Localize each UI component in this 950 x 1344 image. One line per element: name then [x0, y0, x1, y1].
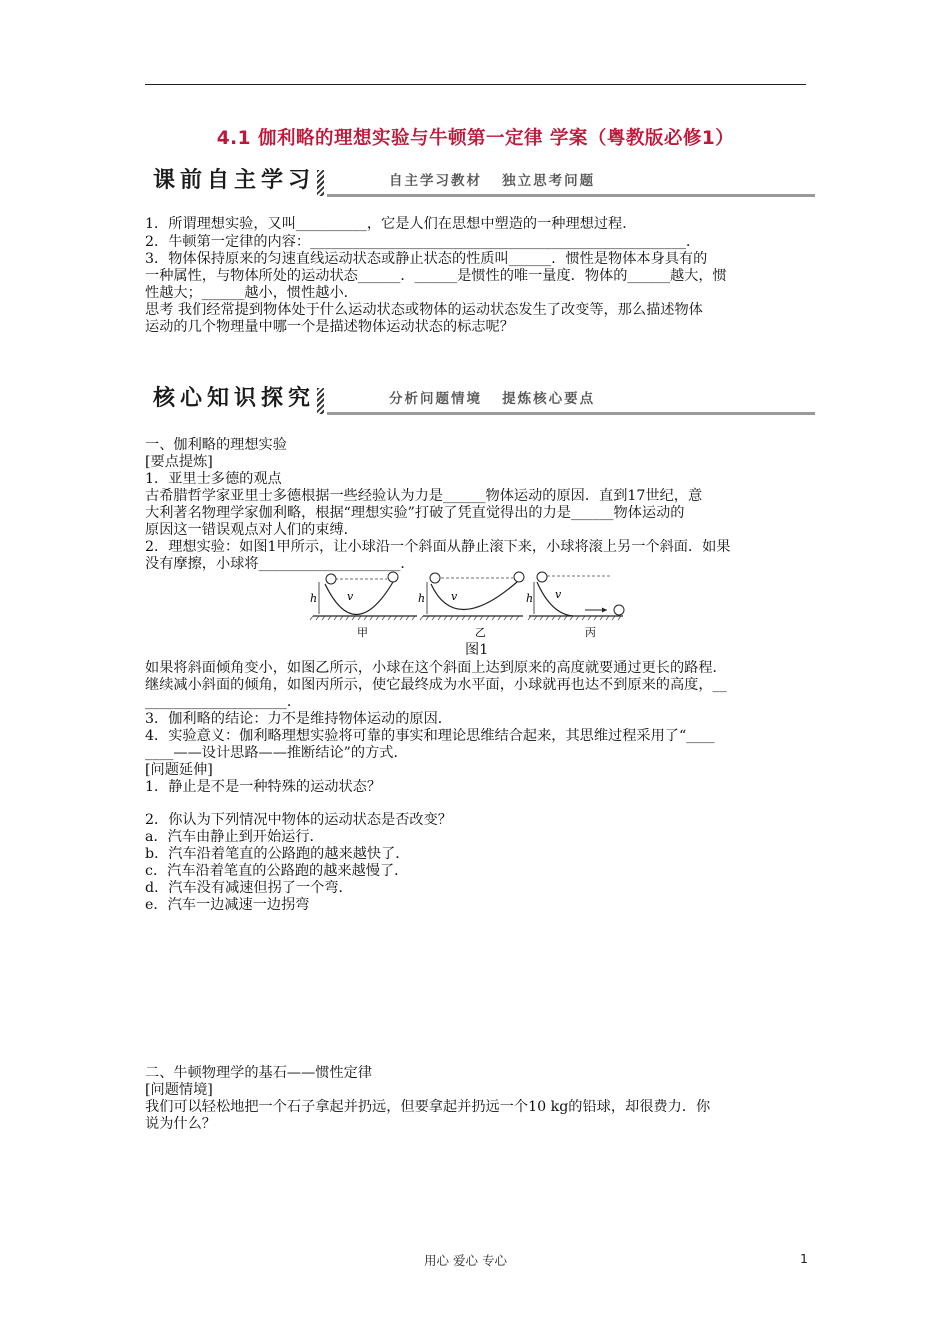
- list-item: c．汽车沿着笔直的公路跑的越来越慢了．: [145, 863, 409, 879]
- figure-1-inclines: [305, 570, 625, 642]
- banner-subtitle: 自主学习教材 独立思考问题: [389, 173, 596, 189]
- list-item: d．汽车没有减速但拐了一个弯．: [145, 880, 353, 896]
- panel-label-bing: 丙: [585, 626, 596, 639]
- text-line: 4．实验意义：伽利略理想实验将可靠的事实和理论思维结合起来，其思维过程采用了“____: [145, 728, 715, 744]
- banner-pre-study: [145, 166, 815, 200]
- text-line: 运动的几个物理量中哪一个是描述物体运动状态的标志呢？: [145, 319, 514, 335]
- panel-label-yi: 乙: [475, 626, 486, 639]
- list-item: b．汽车沿着笔直的公路跑的越来越快了．: [145, 846, 410, 862]
- panel-label-jia: 甲: [357, 626, 368, 639]
- velocity-label: v: [451, 590, 458, 603]
- text-line: 1．所谓理想实验，又叫__________，它是人们在思想中塑造的一种理想过程．: [145, 216, 637, 232]
- banner-title: 课前自主学习: [153, 168, 316, 193]
- banner-title: 核心知识探究: [153, 386, 316, 411]
- banner-rule: [327, 194, 815, 197]
- list-item: a．汽车由静止到开始运行．: [145, 829, 324, 845]
- text-line: 1．静止是不是一种特殊的运动状态？: [145, 779, 382, 795]
- text-line: 1．亚里士多德的观点: [145, 471, 282, 487]
- text-line: 2．理想实验：如图1甲所示，让小球沿一个斜面从静止滚下来，小球将滚上另一个斜面．如果: [145, 539, 731, 555]
- height-label: h: [418, 592, 426, 605]
- header-rule: [145, 84, 806, 85]
- text-line: 性越大；______越小，惯性越小．: [145, 285, 358, 301]
- velocity-label: v: [347, 590, 354, 603]
- text-line: 说为什么？: [145, 1116, 216, 1132]
- list-item: e．汽车一边减速一边拐弯: [145, 897, 310, 913]
- text-line: 2．牛顿第一定律的内容：_____________________________________________________．: [145, 234, 701, 250]
- banner-stripe: [317, 170, 324, 196]
- banner-stripe: [317, 388, 324, 414]
- text-line: 如果将斜面倾角变小，如图乙所示，小球在这个斜面上达到原来的高度就要通过更长的路程．: [145, 660, 727, 676]
- text-line: 没有摩擦，小球将____________________．: [145, 556, 415, 572]
- text-line: 3．物体保持原来的匀速直线运动状态或静止状态的性质叫______．惯性是物体本身具有的: [145, 251, 708, 267]
- text-line: 原因这一错误观点对人们的束缚．: [145, 522, 358, 538]
- section-heading: 一、伽利略的理想实验: [145, 437, 287, 453]
- text-line: 2．你认为下列情况中物体的运动状态是否改变？: [145, 812, 452, 828]
- text-line: [问题情境]: [145, 1082, 213, 1098]
- text-line: 3．伽利略的结论：力不是维持物体运动的原因．: [145, 711, 452, 727]
- banner-subtitle: 分析问题情境 提炼核心要点: [389, 391, 596, 407]
- figure-caption: 图1: [465, 642, 489, 658]
- text-line: 我们可以轻松地把一个石子拿起并扔远，但要拿起并扔远一个10 kg的铅球，却很费力．你: [145, 1099, 711, 1115]
- banner-rule: [327, 412, 815, 415]
- text-line: 继续减小斜面的倾角，如图丙所示，使它最终成为水平面，小球就再也达不到原来的高度，__: [145, 677, 727, 693]
- panel-bing: [526, 572, 624, 639]
- velocity-label: v: [555, 588, 562, 601]
- text-line: 大利著名物理学家伽利略，根据“理想实验”打破了凭直觉得出的力是______物体运动的: [145, 505, 685, 521]
- panel-yi: [418, 572, 524, 639]
- panel-jia: [310, 572, 417, 639]
- text-line: 古希腊哲学家亚里士多德根据一些经验认为力是______物体运动的原因．直到17世纪，意: [145, 488, 703, 504]
- page-title: 4.1 伽利略的理想实验与牛顿第一定律 学案（粤教版必修1）: [216, 128, 735, 149]
- text-line: ____________________．: [145, 694, 302, 710]
- text-line: [要点提炼]: [145, 454, 213, 470]
- section-heading: 二、牛顿物理学的基石——惯性定律: [145, 1065, 373, 1081]
- text-line: [问题延伸]: [145, 762, 213, 778]
- text-line: ____——设计思路——推断结论”的方式．: [145, 745, 408, 761]
- text-line: 思考 我们经常提到物体处于什么运动状态或物体的运动状态发生了改变等，那么描述物体: [145, 302, 703, 318]
- height-label: h: [310, 592, 318, 605]
- text-line: 一种属性，与物体所处的运动状态______．______是惯性的唯一量度．物体的______越大，惯: [145, 268, 727, 284]
- footer-motto: 用心 爱心 专心: [424, 1253, 507, 1268]
- page-number: 1: [800, 1251, 808, 1266]
- height-label: h: [526, 592, 534, 605]
- banner-core-knowledge: [145, 384, 815, 418]
